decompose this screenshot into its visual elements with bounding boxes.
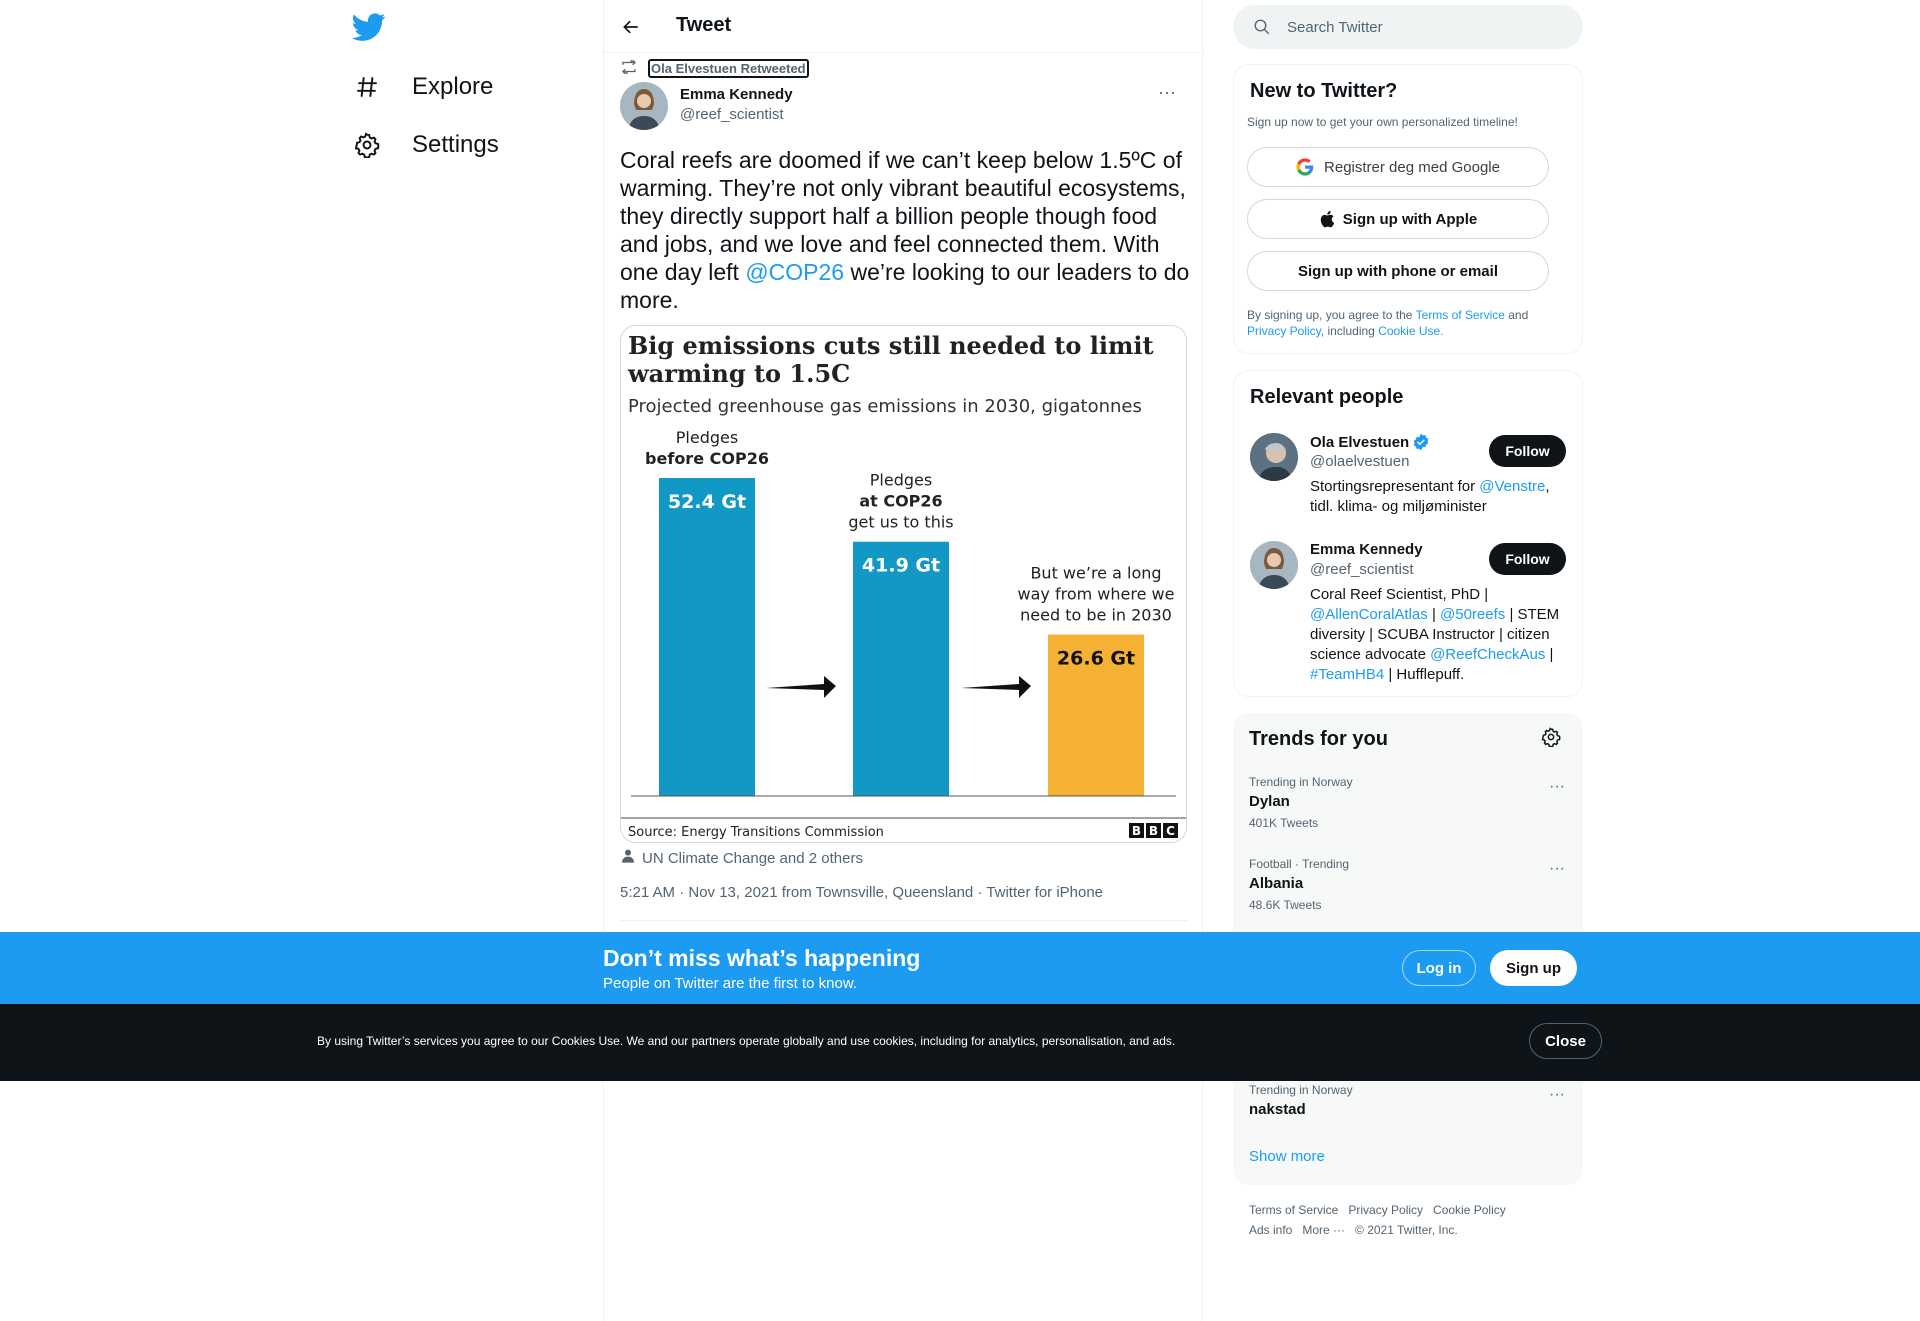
show-more-link[interactable]: Show more <box>1249 1148 1325 1165</box>
footer-tos-link[interactable]: Terms of Service <box>1249 1203 1339 1217</box>
mention-link[interactable]: @COP26 <box>745 259 845 285</box>
relevant-people-title: Relevant people <box>1250 386 1404 408</box>
nav-settings-label: Settings <box>412 131 499 158</box>
footer-privacy-link[interactable]: Privacy Policy <box>1348 1203 1424 1217</box>
ola-name-text: Ola Elvestuen <box>1310 433 1410 451</box>
page-title: Tweet <box>676 14 732 36</box>
teamhb4-link[interactable]: #TeamHB4 <box>1310 666 1385 683</box>
trend-count: 401K Tweets <box>1249 816 1319 830</box>
chart-title-line-1: Big emissions cuts still needed to limit <box>628 331 1154 360</box>
search-box[interactable] <box>1233 5 1583 49</box>
twitter-bird-icon[interactable] <box>352 10 386 44</box>
bbc-logo <box>1129 823 1178 838</box>
signup-banner <box>0 932 1920 1004</box>
nav-explore[interactable] <box>352 62 493 112</box>
main-column <box>603 0 1203 1321</box>
trend-more-icon[interactable]: ··· <box>1549 860 1565 877</box>
tweet-header <box>604 0 1204 53</box>
legal-text: and <box>1504 308 1529 322</box>
chart-value-label: 26.6 Gt <box>1056 647 1136 670</box>
emma-bio <box>1310 585 1572 685</box>
nav-explore-label: Explore <box>412 73 494 100</box>
author-avatar[interactable] <box>620 82 668 130</box>
chart-category-label: Pledges <box>675 428 739 447</box>
trend-more-icon[interactable]: ··· <box>1549 1086 1565 1103</box>
cookie-banner <box>0 1004 1920 1081</box>
reefcheckaus-link[interactable]: @ReefCheckAus <box>1430 646 1546 663</box>
google-icon <box>1296 158 1314 176</box>
chart-category-label: need to be in 2030 <box>1020 605 1172 625</box>
tweet-text-part: Coral reefs are doomed if we can’t keep below 1.5ºC of warming. They’re not only vibrant beautiful ecosystems, they directly support half a billion people though food and jobs, and we love and feel connected them. With one day left <box>620 147 1186 285</box>
trends-title: Trends for you <box>1249 728 1388 750</box>
bbc-logo-letter: C <box>1166 824 1175 838</box>
bbc-logo-letter: B <box>1131 824 1142 838</box>
signup-legal <box>1247 307 1567 339</box>
bio-text: tidl. klima- og miljøminister <box>1310 498 1487 515</box>
bio-text: | <box>1545 646 1554 663</box>
chart-category-label: But we’re a long <box>1030 563 1162 583</box>
bio-text: Coral Reef Scientist, PhD | <box>1310 586 1489 603</box>
ola-handle[interactable]: @olaelvestuen <box>1310 453 1410 470</box>
cookie-link[interactable]: Cookie Use. <box>1378 324 1444 338</box>
emma-name[interactable]: Emma Kennedy <box>1310 541 1423 558</box>
bio-text: | Hufflepuff. <box>1384 666 1465 683</box>
trend-name: Albania <box>1249 875 1304 892</box>
allencoralatlas-link[interactable]: @AllenCoralAtlas <box>1310 606 1428 623</box>
chart-source: Source: Energy Transitions Commission <box>628 825 884 840</box>
chart-category-label: at COP26 <box>859 491 943 511</box>
new-to-twitter-title: New to Twitter? <box>1250 80 1398 102</box>
50reefs-link[interactable]: @50reefs <box>1440 606 1506 623</box>
apple-signup-button[interactable] <box>1247 199 1549 239</box>
person-icon <box>620 848 636 868</box>
google-signup-button[interactable] <box>1247 147 1549 187</box>
ola-avatar[interactable] <box>1250 433 1298 481</box>
footer-ads-link[interactable]: Ads info <box>1249 1223 1293 1237</box>
venstre-link[interactable]: @Venstre <box>1479 478 1546 495</box>
emissions-chart <box>621 326 1187 843</box>
phone-email-signup-button[interactable] <box>1247 251 1549 291</box>
bio-text: | <box>1427 606 1441 623</box>
tweet-text <box>620 146 1190 314</box>
phone-signup-label: Sign up with phone or email <box>1297 262 1498 280</box>
ola-name[interactable] <box>1310 433 1430 451</box>
author-name[interactable]: Emma Kennedy <box>680 86 793 103</box>
tweet-timestamp[interactable]: 5:21 AM · Nov 13, 2021 from Townsville, Queensland · Twitter for iPhone <box>620 884 1104 901</box>
google-signup-label: Registrer deg med Google <box>1324 158 1500 176</box>
retweeter-link[interactable]: Ola Elvestuen Retweeted <box>648 59 809 78</box>
legal-text: By signing up, you agree to the <box>1247 308 1416 322</box>
verified-badge-icon <box>1412 433 1430 451</box>
chart-category-label: Pledges <box>869 470 933 490</box>
follow-emma-button[interactable]: Follow <box>1489 543 1566 575</box>
emma-avatar[interactable] <box>1250 541 1298 589</box>
trend-more-icon[interactable]: ··· <box>1549 778 1565 795</box>
trend-item[interactable] <box>1249 775 1569 830</box>
new-to-twitter-subtitle: Sign up now to get your own personalized timeline! <box>1247 115 1518 129</box>
signup-banner-subtitle: People on Twitter are the first to know. <box>603 975 858 992</box>
bio-text: diversity | SCUBA Instructor | citizen <box>1310 626 1550 643</box>
footer-cookie-link[interactable]: Cookie Policy <box>1433 1203 1506 1217</box>
new-to-twitter-card <box>1233 64 1583 354</box>
privacy-link[interactable]: Privacy Policy <box>1247 324 1321 338</box>
chart-title-line-2: warming to 1.5C <box>628 359 851 388</box>
more-options-icon[interactable]: ··· <box>1158 82 1176 102</box>
tagged-users[interactable] <box>620 848 863 868</box>
bio-text: science advocate <box>1310 646 1431 663</box>
chart-category-label: before COP26 <box>645 449 769 468</box>
footer-links <box>1249 1200 1579 1240</box>
trend-count: 48.6K Tweets <box>1249 898 1322 912</box>
chart-arrow <box>766 676 836 698</box>
login-button[interactable]: Log in <box>1402 950 1476 986</box>
retweet-icon <box>620 58 638 79</box>
chart-arrow <box>961 676 1031 698</box>
nav-settings[interactable] <box>352 120 499 170</box>
chart-bar <box>659 478 755 796</box>
retweet-context <box>620 58 809 79</box>
tos-link[interactable]: Terms of Service <box>1415 308 1505 322</box>
hashtag-icon <box>352 72 382 102</box>
chart-category-label: way from where we <box>1017 584 1175 604</box>
tweet-text-part: we’re looking to our leaders to do more. <box>620 259 1190 313</box>
emma-handle[interactable]: @reef_scientist <box>1310 561 1414 578</box>
relevant-people-card <box>1233 370 1583 697</box>
trend-item[interactable] <box>1249 1083 1569 1118</box>
trend-name: nakstad <box>1249 1101 1306 1118</box>
bio-text: | STEM <box>1505 606 1560 623</box>
trend-item[interactable] <box>1249 857 1569 912</box>
apple-signup-label: Sign up with Apple <box>1342 210 1478 228</box>
signup-button[interactable]: Sign up <box>1490 950 1577 986</box>
chart-value-label: 52.4 Gt <box>667 491 747 513</box>
search-icon <box>1253 18 1271 36</box>
bio-text: Stortingsrepresentant for <box>1310 478 1480 495</box>
author-handle[interactable]: @reef_scientist <box>680 106 784 123</box>
chart-category-label: get us to this <box>848 512 954 532</box>
bbc-logo-letter: B <box>1148 824 1159 838</box>
follow-ola-button[interactable]: Follow <box>1489 435 1566 467</box>
search-input[interactable]: Search Twitter <box>1287 18 1383 36</box>
bio-text: , <box>1545 478 1550 495</box>
chart-subtitle: Projected greenhouse gas emissions in 2030, gigatonnes <box>628 396 1142 417</box>
apple-icon <box>1319 210 1337 228</box>
divider <box>620 920 1188 921</box>
cookie-close-button[interactable]: Close <box>1529 1023 1602 1059</box>
footer-more-link[interactable]: More ··· <box>1302 1223 1346 1237</box>
chart-bar <box>853 542 949 796</box>
tagged-users-label: UN Climate Change and 2 others <box>642 849 863 867</box>
trend-category: Trending in Norway <box>1249 1083 1353 1097</box>
trend-category: Trending in Norway <box>1249 775 1353 789</box>
ola-bio <box>1310 477 1570 517</box>
gear-icon <box>352 130 382 160</box>
trends-settings-gear-icon[interactable] <box>1541 727 1561 752</box>
legal-text: , including <box>1320 324 1379 338</box>
footer-copyright: © 2021 Twitter, Inc. <box>1355 1223 1458 1237</box>
chart-value-label: 41.9 Gt <box>861 554 941 577</box>
trend-category: Football · Trending <box>1249 857 1350 871</box>
signup-banner-title: Don’t miss what’s happening <box>603 945 921 971</box>
back-arrow-icon[interactable] <box>616 12 646 42</box>
trend-name: Dylan <box>1249 793 1290 810</box>
cookie-banner-text: By using Twitter’s services you agree to our Cookies Use. We and our partners operate globally and use cookies, including for analytics, personalisation, and ads. <box>317 1034 1176 1048</box>
tweet-image[interactable] <box>620 325 1187 843</box>
